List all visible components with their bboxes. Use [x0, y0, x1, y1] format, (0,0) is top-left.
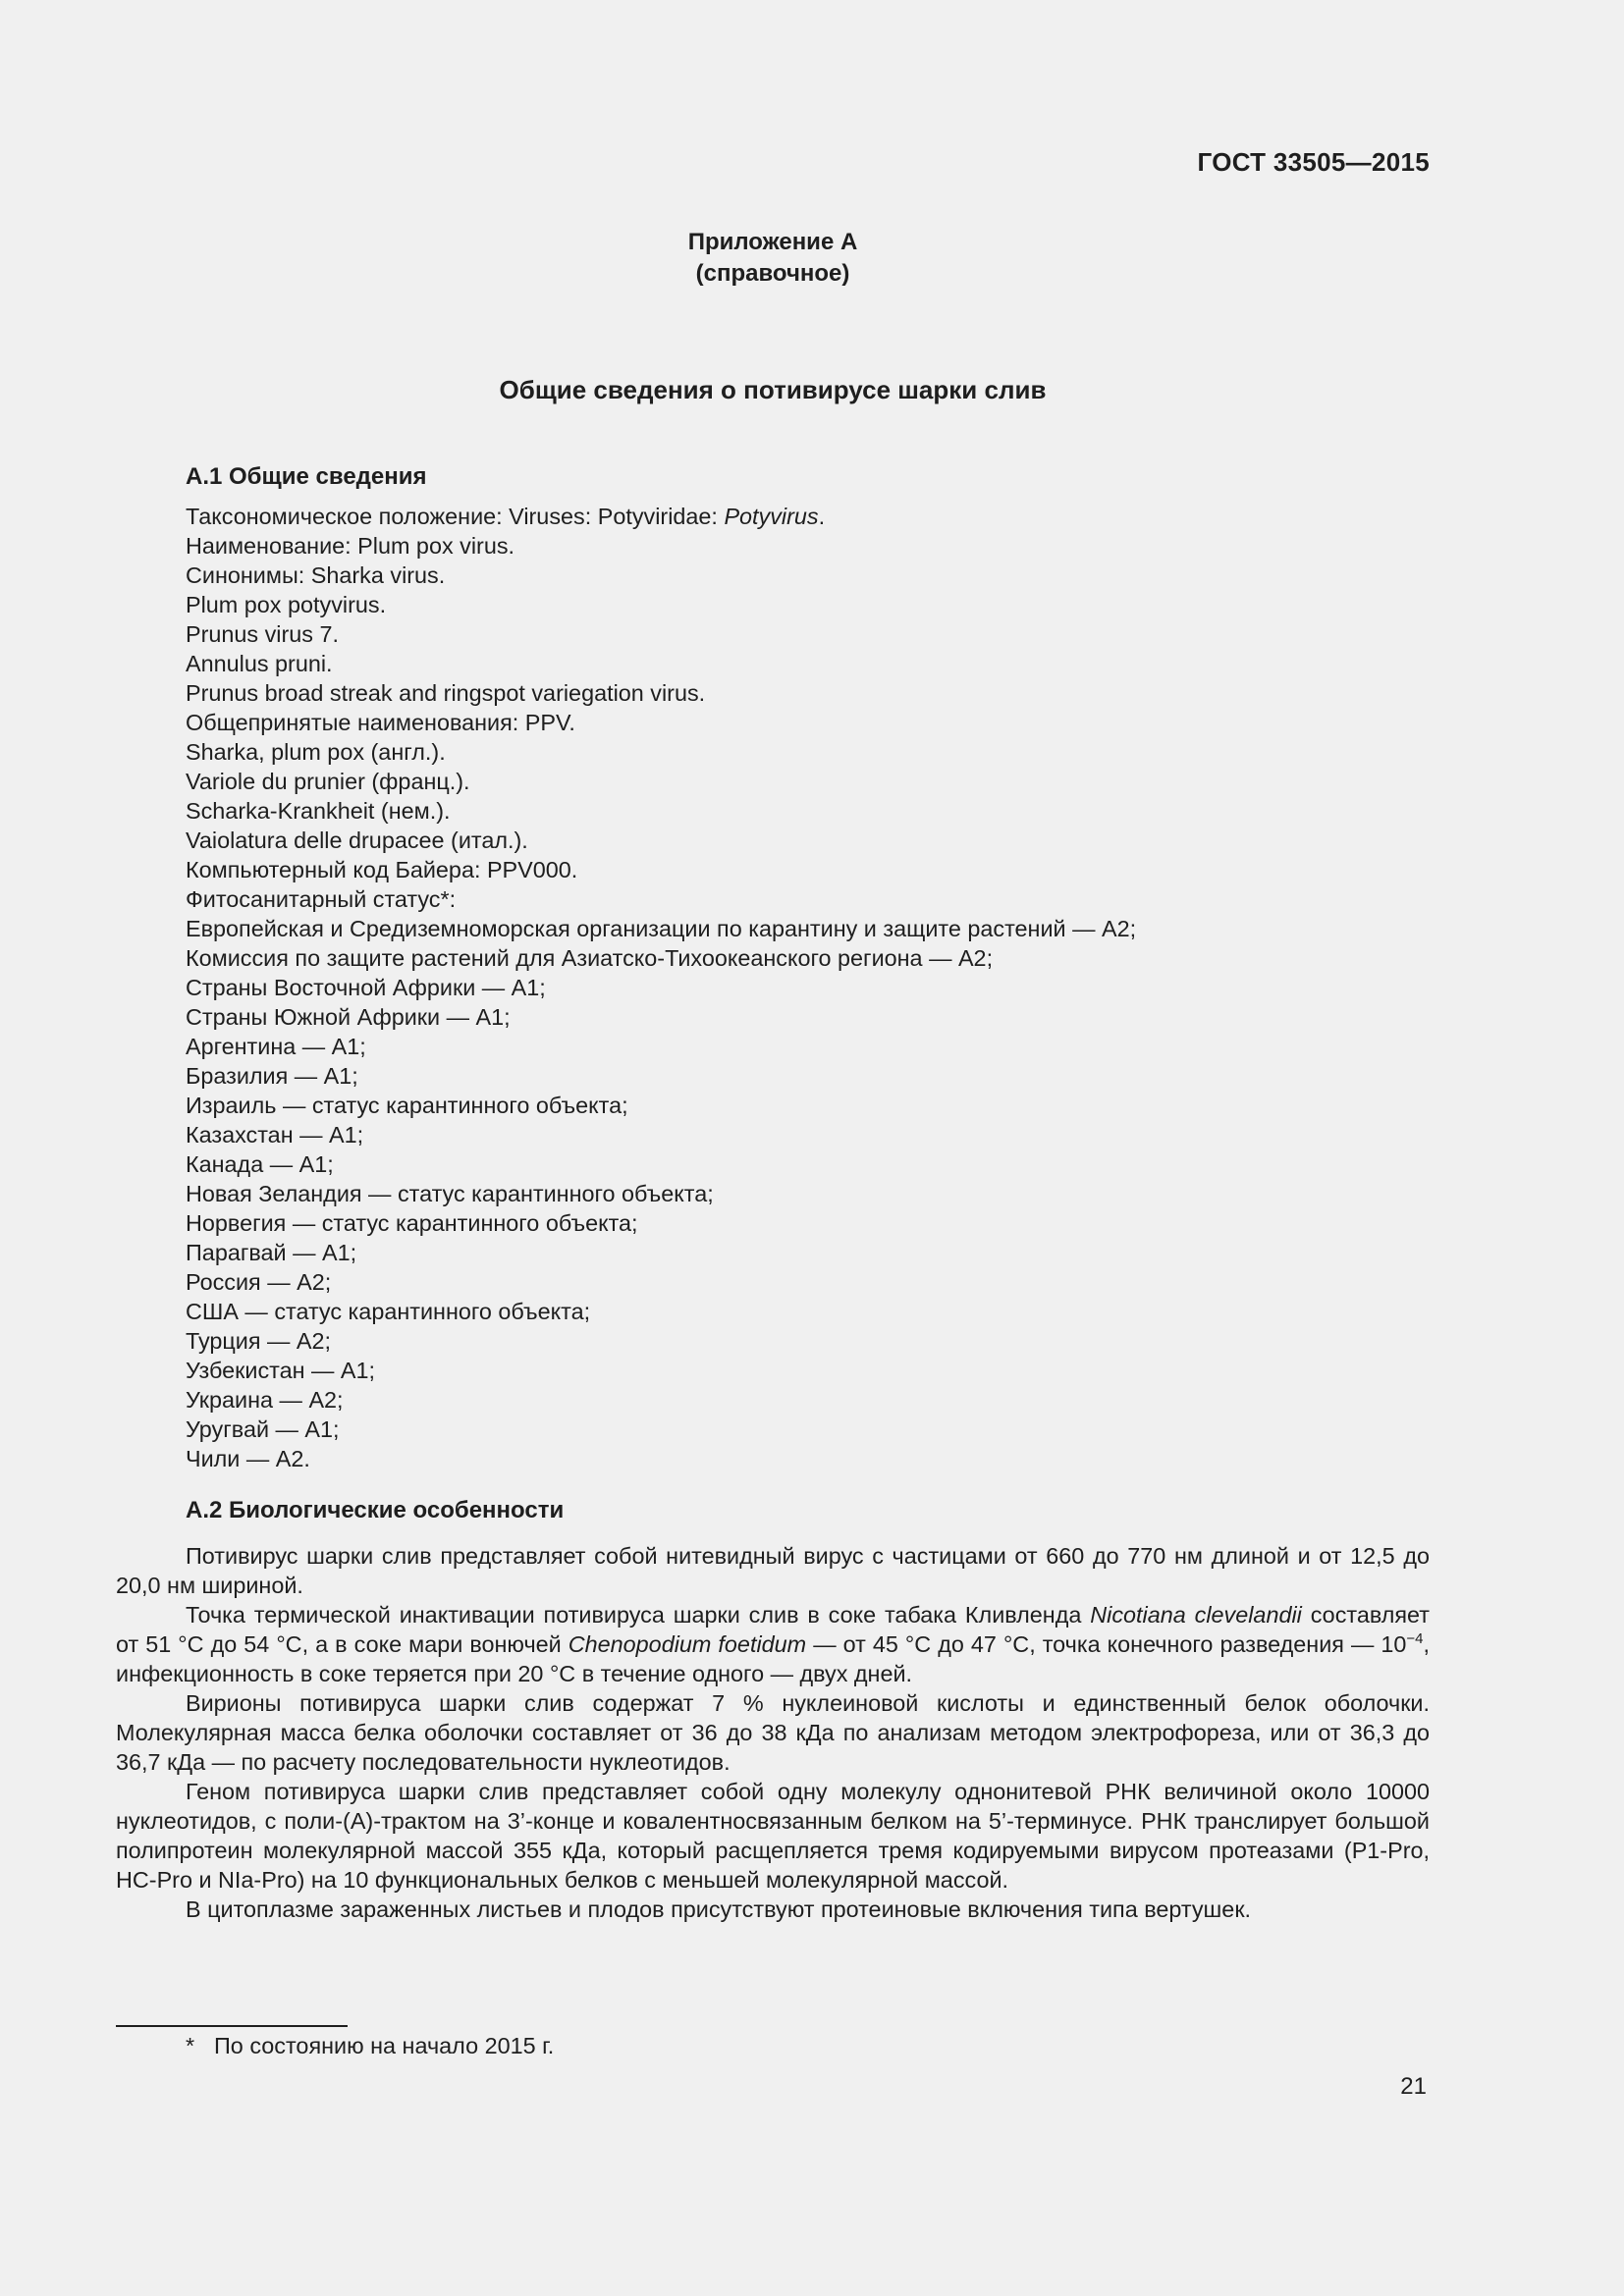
list-item: Украина — А2; — [186, 1387, 344, 1413]
list-item: Prunus broad streak and ringspot variegation virus. — [186, 680, 706, 706]
taxonomy-line — [186, 502, 1430, 531]
footnote-mark: * — [186, 2033, 195, 2058]
list-item: Общепринятые наименования: PPV. — [186, 710, 575, 735]
list-item: Компьютерный код Байера: PPV000. — [186, 857, 578, 882]
list-item: Узбекистан — А1; — [186, 1358, 376, 1383]
section-a2-heading: А.2 Биологические особенности — [186, 1497, 565, 1523]
list-item: Страны Южной Африки — А1; — [186, 1004, 511, 1030]
list-item: США — статус карантинного объекта; — [186, 1299, 591, 1324]
list-item: Prunus virus 7. — [186, 621, 340, 647]
list-item: Уругвай — А1; — [186, 1416, 340, 1442]
list-item: Plum pox potyvirus. — [186, 592, 387, 617]
list-item: Израиль — статус карантинного объекта; — [186, 1093, 628, 1118]
annex-kind: (справочное) — [695, 260, 850, 287]
list-item: Фитосанитарный статус*: — [186, 886, 457, 912]
footnote-divider — [116, 2025, 348, 2027]
paragraph-inactivation — [116, 1600, 1430, 1688]
annex-heading — [0, 227, 1545, 290]
exponent: −4 — [1406, 1630, 1424, 1648]
list-item: Россия — А2; — [186, 1269, 332, 1295]
section-a1 — [116, 461, 1430, 1473]
footnote — [186, 2030, 554, 2061]
footnote-text: По состоянию на начало 2015 г. — [214, 2033, 555, 2058]
text-run: , инфекционность в соке теряется при 20 °С в течение одного — двух дней. — [116, 1631, 1431, 1686]
list-item: Комиссия по защите растений для Азиатско-Тихоокеанского региона — А2; — [186, 945, 994, 971]
annex-title: Общие сведения о потивирусе шарки слив — [499, 375, 1047, 404]
species-name: Nicotiana clevelandii — [1090, 1602, 1302, 1628]
list-item: Vaiolatura delle drupacee (итал.). — [186, 828, 528, 853]
list-item: Парагвай — А1; — [186, 1240, 357, 1265]
list-item: Sharka, plum pox (англ.). — [186, 739, 446, 765]
annex-label: Приложение А — [687, 229, 858, 255]
text-run: — от 45 °С до 47 °С, точка конечного разведения — 10 — [806, 1631, 1407, 1657]
standard-code: ГОСТ 33505—2015 — [1197, 147, 1430, 177]
general-info-list — [186, 502, 1430, 1473]
list-item: Variole du prunier (франц.). — [186, 769, 470, 794]
taxonomy-prefix: Таксономическое положение: Viruses: Potyviridae: — [186, 504, 725, 529]
paragraph-morphology: Потивирус шарки слив представляет собой нитевидный вирус с частицами от 660 до 770 нм длиной и от 12,5 до 20,0 нм шириной. — [116, 1543, 1430, 1598]
paragraph-genome: Геном потивируса шарки слив представляет собой одну молекулу однонитевой РНК величиной около 10000 нуклеотидов, с поли-(А)-трактом на 3’-конце и ковалентносвязанным белком на 5’-терминусе. РНК транслирует большой полипротеин молекулярной массой 355 кДа, который расщепляется тремя кодируемыми вирусом протеазами (P1-Pro, HC-Pro и NIa-Pro) на 10 функциональных белков с меньшей молекулярной массой. — [116, 1779, 1430, 1893]
list-item: Бразилия — А1; — [186, 1063, 358, 1089]
list-item: Чили — А2. — [186, 1446, 310, 1471]
list-item: Наименование: Plum pox virus. — [186, 533, 515, 559]
section-a1-heading: А.1 Общие сведения — [186, 463, 427, 490]
section-a2-paragraphs — [116, 1541, 1430, 1924]
list-item: Новая Зеландия — статус карантинного объекта; — [186, 1181, 714, 1206]
list-item: Scharka-Krankheit (нем.). — [186, 798, 451, 824]
taxonomy-suffix: . — [818, 504, 826, 529]
list-item: Европейская и Средиземноморская организации по карантину и защите растений — А2; — [186, 916, 1137, 941]
list-item: Аргентина — А1; — [186, 1034, 366, 1059]
list-item: Норвегия — статус карантинного объекта; — [186, 1210, 638, 1236]
list-item: Турция — А2; — [186, 1328, 332, 1354]
text-run: составляет от 51 °С до 54 °С, а в соке мари вонючей — [116, 1602, 1430, 1657]
paragraph-virions: Вирионы потивируса шарки слив содержат 7 % нуклеиновой кислоты и единственный белок оболочки. Молекулярная масса белка оболочки составляет от 36 до 38 кДа по анализам методом электрофореза, или от 36,3 до 36,7 кДа — по расчету последовательности нуклеотидов. — [116, 1690, 1430, 1775]
page-number: 21 — [1400, 2073, 1427, 2100]
list-item: Казахстан — А1; — [186, 1122, 364, 1148]
text-run: Точка термической инактивации потивируса шарки слив в соке табака Кливленда — [186, 1602, 1091, 1628]
paragraph-inclusions: В цитоплазме зараженных листьев и плодов присутствуют протеиновые включения типа вертушек. — [186, 1896, 1252, 1922]
list-item: Синонимы: Sharka virus. — [186, 562, 446, 588]
list-item: Annulus pruni. — [186, 651, 333, 676]
section-a2 — [116, 1495, 1430, 1924]
list-item: Страны Восточной Африки — А1; — [186, 975, 546, 1000]
taxonomy-genus: Potyvirus — [724, 504, 819, 529]
species-name: Chenopodium foetidum — [568, 1631, 807, 1657]
list-item: Канада — А1; — [186, 1151, 334, 1177]
